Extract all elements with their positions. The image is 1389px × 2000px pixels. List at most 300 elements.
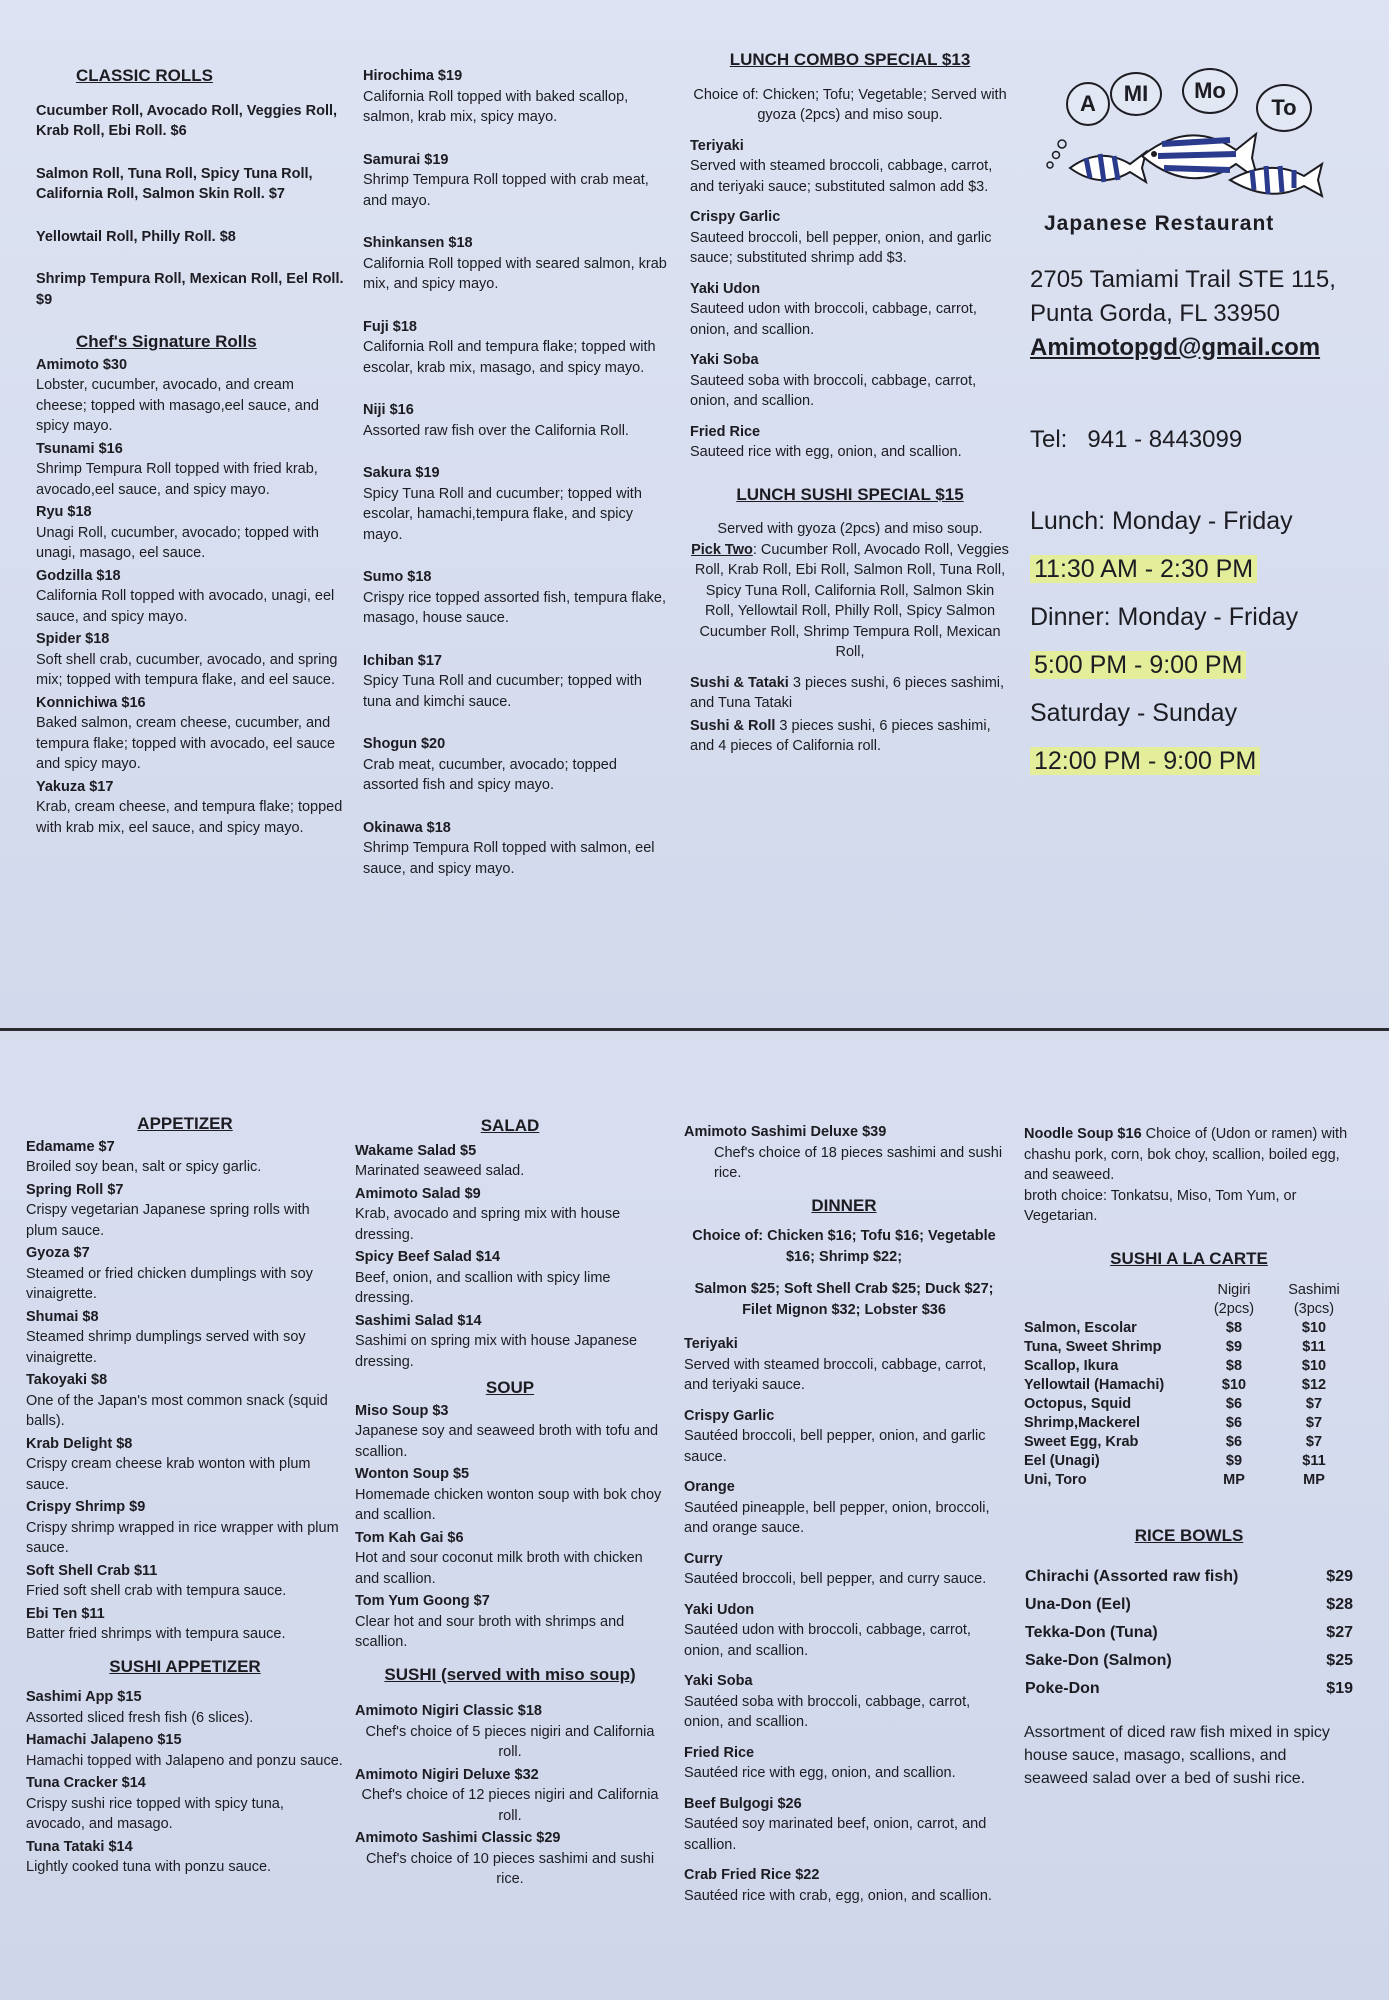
menu-item-desc: Sautéed soba with broccoli, cabbage, carrot, onion, and scallion.: [684, 1693, 971, 1730]
menu-item-name: Edamame $7: [26, 1138, 115, 1155]
sushi-item: [355, 1765, 665, 1827]
menu-item: [363, 400, 673, 441]
menu-item-desc: Sautéed pineapple, bell pepper, onion, broccoli, and orange sauce.: [684, 1499, 990, 1536]
alacarte-nigiri-price: $6: [1225, 1434, 1243, 1450]
hours-time: 12:00 PM - 9:00 PM: [1030, 747, 1260, 775]
menu-item-name: Samurai $19: [363, 151, 449, 168]
menu-item-name: Crispy Shrimp $9: [26, 1499, 146, 1515]
menu-item: [363, 567, 673, 629]
menu-item-desc: Served with steamed broccoli, cabbage, carrot, and teriyaki sauce; substituted salmon add $3.: [690, 158, 993, 195]
menu-item: [355, 1464, 665, 1526]
menu-item: [355, 1311, 665, 1373]
rice-bowl-price: $27: [1326, 1623, 1353, 1641]
lunch-sushi-item-name: Sushi & Tataki: [690, 674, 789, 691]
menu-item-name: Ichiban $17: [363, 652, 442, 669]
menu-item-desc: Crispy rice topped assorted fish, tempura flake, masago, house sauce.: [363, 589, 667, 626]
menu-item-desc: Marinated seaweed salad.: [355, 1163, 525, 1179]
alacarte-sashimi-price: $7: [1305, 1396, 1323, 1412]
menu-item-desc: Crispy vegetarian Japanese spring rolls with plum sauce.: [26, 1202, 310, 1239]
sushi-appetizer-list: [26, 1687, 344, 1878]
menu-item: [355, 1141, 665, 1182]
alacarte-item-name: Shrimp,Mackerel: [1024, 1415, 1141, 1431]
menu-item-name: Teriyaki: [690, 137, 744, 154]
menu-item-name: Tuna Tataki $14: [26, 1838, 133, 1855]
menu-item-desc: Unagi Roll, cucumber, avocado; topped with unagi, masago, eel sauce.: [36, 524, 319, 561]
menu-item-desc: Fried soft shell crab with tempura sauce.: [26, 1583, 287, 1599]
dinner-header: DINNER: [811, 1195, 877, 1215]
hours-time-line: [1030, 545, 1360, 593]
menu-item-desc: Sauteed soba with broccoli, cabbage, carrot, onion, and scallion.: [690, 372, 977, 409]
menu-item: [363, 734, 673, 796]
alacarte-sashimi-price: $11: [1302, 1453, 1326, 1469]
alacarte-column: [1024, 1124, 1354, 1790]
lunch-sushi-list: [690, 673, 1010, 757]
lunch-combo-intro: Choice of: Chicken; Tofu; Vegetable; Served with gyoza (2pcs) and miso soup.: [693, 86, 1007, 123]
logo-letter-mi: MI: [1110, 72, 1162, 116]
menu-item-desc: California Roll topped with avocado, unagi, eel sauce, and spicy mayo.: [36, 588, 335, 625]
alacarte-row: [1024, 1376, 1354, 1395]
menu-item-desc: Sauteed broccoli, bell pepper, onion, and garlic sauce; substituted shrimp add $3.: [690, 229, 992, 266]
menu-item-name: Yaki Soba: [684, 1673, 753, 1689]
sushi-item-name: Amimoto Nigiri Classic $18: [355, 1703, 542, 1719]
noodle-broth: broth choice: Tonkatsu, Miso, Tom Yum, or Vegetarian.: [1024, 1187, 1297, 1224]
menu-item-desc: Sautéed rice with crab, egg, onion, and scallion.: [684, 1887, 992, 1904]
lunch-combo-list: [690, 136, 1010, 463]
menu-item-desc: Shrimp Tempura Roll topped with fried krab, avocado,eel sauce, and spicy mayo.: [36, 461, 318, 498]
menu-item-name: Takoyaki $8: [26, 1372, 108, 1388]
sushi-item-desc: Chef's choice of 12 pieces nigiri and California roll.: [361, 1787, 659, 1824]
menu-item-name: Sashimi Salad $14: [355, 1312, 482, 1329]
page-fold-divider: [0, 1028, 1389, 1031]
alacarte-nigiri-price: $10: [1221, 1377, 1247, 1393]
menu-item-desc: Homemade chicken wonton soup with bok choy and scallion.: [355, 1486, 662, 1523]
menu-item-name: Curry: [684, 1550, 723, 1567]
rice-bowl-row: [1024, 1675, 1354, 1703]
appetizer-list: [26, 1137, 344, 1645]
menu-item: [26, 1180, 344, 1242]
menu-item-desc: Sashimi on spring mix with house Japanese dressing.: [355, 1333, 638, 1370]
sushi-item: [355, 1701, 665, 1763]
menu-item-name: Okinawa $18: [363, 819, 451, 836]
menu-item-name: Amimoto $30: [36, 356, 128, 373]
dinner-column: [684, 1122, 1004, 1916]
restaurant-email: Amimotopgd@gmail.com: [1030, 333, 1321, 361]
menu-item: [684, 1671, 1004, 1733]
menu-item-name: Hamachi Jalapeno $15: [26, 1732, 182, 1748]
menu-item: [26, 1687, 344, 1728]
classic-rolls-column: [36, 66, 346, 840]
menu-item-name: Crispy Garlic: [684, 1407, 775, 1424]
alacarte-nigiri-price: $6: [1225, 1396, 1243, 1412]
rice-bowl-price: $29: [1326, 1567, 1353, 1585]
menu-item: [363, 463, 673, 545]
lunch-sushi-item: [690, 716, 1010, 757]
tel-label: Tel:: [1030, 425, 1068, 453]
menu-item-desc: California Roll topped with baked scallop, salmon, krab mix, spicy mayo.: [363, 88, 629, 125]
menu-item: [355, 1184, 665, 1246]
rice-bowl-name: Sake-Don (Salmon): [1025, 1651, 1172, 1669]
menu-item-name: Tsunami $16: [36, 440, 123, 457]
menu-item-name: Fried Rice: [684, 1744, 755, 1761]
alacarte-item-name: Yellowtail (Hamachi): [1024, 1377, 1165, 1393]
menu-item: [684, 1334, 1004, 1396]
lunch-sushi-item-desc: 3 pieces sushi, 6 pieces sashimi, and Tuna Tataki: [690, 674, 1005, 711]
menu-item-name: Spider $18: [36, 631, 110, 647]
restaurant-phone: [1030, 423, 1360, 457]
menu-item-desc: Assorted raw fish over the California Roll.: [363, 422, 629, 439]
noodle-soup-name: Noodle Soup $16: [1024, 1126, 1142, 1142]
menu-item-desc: Beef, onion, and scallion with spicy lime dressing.: [355, 1269, 611, 1306]
menu-item-desc: Hamachi topped with Jalapeno and ponzu sauce.: [26, 1752, 343, 1769]
rice-bowl-name: Una-Don (Eel): [1025, 1595, 1131, 1613]
menu-item-name: Yaki Udon: [690, 280, 761, 297]
menu-item-desc: Spicy Tuna Roll and cucumber; topped with escolar, hamachi,tempura flake, and spicy mayo.: [363, 485, 642, 543]
menu-item-name: Spicy Beef Salad $14: [355, 1249, 501, 1265]
alacarte-row: [1024, 1319, 1354, 1338]
menu-item-desc: Sautéed broccoli, bell pepper, onion, and garlic sauce.: [684, 1428, 986, 1465]
alacarte-row: [1024, 1414, 1354, 1433]
alacarte-sashimi-price: $12: [1301, 1377, 1327, 1393]
alacarte-sashimi-price: $7: [1305, 1415, 1323, 1431]
sushi-list: [355, 1701, 665, 1890]
menu-item-desc: Assorted sliced fresh fish (6 slices).: [26, 1709, 254, 1726]
alacarte-sashimi-price: $10: [1301, 1320, 1327, 1336]
menu-item-desc: Sautéed broccoli, bell pepper, and curry sauce.: [684, 1571, 987, 1587]
menu-item-name: Crab Fried Rice $22: [684, 1867, 820, 1883]
restaurant-info-column: [1030, 60, 1360, 785]
menu-item-name: Ebi Ten $11: [26, 1605, 105, 1622]
menu-item-name: Fuji $18: [363, 318, 417, 335]
sushi-appetizer-header: SUSHI APPETIZER: [109, 1656, 261, 1676]
sushi-item-name: Amimoto Nigiri Deluxe $32: [355, 1766, 539, 1783]
menu-item: [36, 566, 346, 628]
dinner-choice: Choice of: Chicken $16; Tofu $16; Vegetable $16; Shrimp $22;: [692, 1228, 996, 1265]
alacarte-item-name: Tuna, Sweet Shrimp: [1024, 1339, 1162, 1355]
tel-number: 941 - 8443099: [1087, 425, 1243, 453]
chef-signature-list: [36, 355, 346, 839]
signature-rolls-list: [363, 66, 673, 879]
sushi-item-desc: Chef's choice of 10 pieces sashimi and sushi rice.: [365, 1850, 655, 1887]
menu-item-name: Wonton Soup $5: [355, 1466, 470, 1482]
menu-item: [684, 1794, 1004, 1856]
alacarte-item-name: Uni, Toro: [1024, 1472, 1087, 1488]
alacarte-item-name: Octopus, Squid: [1024, 1396, 1132, 1412]
alacarte-item-name: Scallop, Ikura: [1024, 1358, 1119, 1374]
rice-bowl-price: $28: [1326, 1595, 1353, 1613]
menu-item: [26, 1604, 344, 1645]
menu-item-desc: Crispy shrimp wrapped in rice wrapper with plum sauce.: [26, 1519, 339, 1556]
hours-label: Dinner: Monday - Friday: [1030, 602, 1299, 631]
menu-item-name: Tom Kah Gai $6: [355, 1529, 464, 1546]
menu-item-name: Shogun $20: [363, 736, 446, 752]
restaurant-address: 2705 Tamiami Trail STE 115, Punta Gorda, FL 33950: [1030, 265, 1336, 327]
hours-label: Saturday - Sunday: [1030, 698, 1238, 727]
menu-item: [36, 355, 346, 437]
lunch-sushi-intro: Served with gyoza (2pcs) and miso soup.: [717, 521, 983, 537]
menu-item-name: Tuna Cracker $14: [26, 1775, 146, 1791]
menu-item: [36, 439, 346, 501]
sushi-item: [355, 1828, 665, 1890]
menu-item-desc: Sauteed rice with egg, onion, and scallion.: [690, 444, 962, 460]
classic-roll-group: Shrimp Tempura Roll, Mexican Roll, Eel Roll. $9: [36, 271, 344, 308]
menu-item-desc: Shrimp Tempura Roll topped with salmon, eel sauce, and spicy mayo.: [363, 840, 655, 877]
menu-item: [26, 1243, 344, 1305]
menu-item-desc: California Roll and tempura flake; topped with escolar, krab mix, masago, and spicy mayo.: [363, 339, 656, 376]
menu-item-name: Shinkansen $18: [363, 235, 473, 251]
menu-item-name: Wakame Salad $5: [355, 1142, 477, 1159]
menu-item-name: Niji $16: [363, 402, 414, 418]
fish-logo-icon: [1030, 60, 1360, 210]
menu-item: [26, 1561, 344, 1602]
menu-item-desc: Lightly cooked tuna with ponzu sauce.: [26, 1859, 272, 1875]
menu-item-desc: Shrimp Tempura Roll topped with crab meat, and mayo.: [363, 172, 649, 209]
menu-item: [36, 629, 346, 691]
alacarte-row: [1024, 1471, 1354, 1490]
menu-item-desc: Steamed shrimp dumplings served with soy vinaigrette.: [26, 1329, 306, 1366]
lunch-sushi-header: LUNCH SUSHI SPECIAL $15: [736, 484, 964, 504]
rice-bowl-name: Tekka-Don (Tuna): [1025, 1623, 1158, 1641]
lunch-sushi-item-name: Sushi & Roll: [690, 717, 776, 734]
menu-item-name: Amimoto Salad $9: [355, 1185, 481, 1202]
nigiri-col-header: Nigiri (2pcs): [1213, 1282, 1255, 1317]
menu-item-desc: Baked salmon, cream cheese, cucumber, and tempura flake; topped with avocado, eel sauce and spicy mayo.: [36, 715, 336, 772]
menu-item: [690, 279, 1010, 341]
menu-item-name: Sashimi App $15: [26, 1689, 142, 1705]
menu-item: [684, 1549, 1004, 1590]
classic-rolls-list: [36, 101, 346, 311]
logo-letter-to: To: [1256, 84, 1312, 132]
alacarte-sashimi-price: MP: [1303, 1472, 1325, 1488]
menu-item-desc: Krab, cream cheese, and tempura flake; topped with krab mix, eel sauce, and spicy mayo.: [36, 799, 343, 836]
menu-item: [690, 136, 1010, 198]
classic-rolls-header: CLASSIC ROLLS: [76, 66, 213, 85]
sashimi-deluxe-name: Amimoto Sashimi Deluxe $39: [684, 1124, 887, 1140]
alacarte-nigiri-price: $9: [1225, 1339, 1243, 1355]
menu-item-desc: Japanese soy and seaweed broth with tofu and scallion.: [355, 1423, 659, 1460]
menu-item: [684, 1743, 1004, 1784]
alacarte-table: [1024, 1281, 1354, 1490]
menu-item: [355, 1247, 665, 1309]
menu-item-desc: Sautéed rice with egg, onion, and scallion.: [684, 1765, 956, 1781]
menu-item: [684, 1865, 1004, 1906]
menu-item: [26, 1730, 344, 1771]
menu-item-desc: Sautéed soy marinated beef, onion, carrot, and scallion.: [684, 1816, 987, 1853]
noodle-soup-desc: Choice of (Udon or ramen) with chashu pork, corn, bok choy, scallion, boiled egg, and seaweed.: [1024, 1126, 1348, 1183]
menu-item: [355, 1528, 665, 1590]
restaurant-type: Japanese Restaurant: [1044, 212, 1275, 235]
menu-item-name: Gyoza $7: [26, 1245, 90, 1261]
alacarte-item-name: Eel (Unagi): [1024, 1453, 1100, 1469]
menu-item-desc: California Roll topped with seared salmon, krab mix, and spicy mayo.: [363, 255, 667, 292]
menu-item-name: Yakuza $17: [36, 778, 114, 795]
alacarte-nigiri-price: MP: [1223, 1472, 1245, 1488]
hours-time: 5:00 PM - 9:00 PM: [1030, 651, 1246, 679]
rice-bowl-row: [1024, 1619, 1354, 1647]
menu-item: [36, 502, 346, 564]
alacarte-nigiri-price: $8: [1225, 1320, 1243, 1336]
soup-header: SOUP: [485, 1378, 535, 1397]
alacarte-row: [1024, 1357, 1354, 1376]
menu-item-desc: Hot and sour coconut milk broth with chicken and scallion.: [355, 1550, 643, 1587]
logo-letter-a: A: [1066, 82, 1110, 126]
soup-list: [355, 1401, 665, 1653]
menu-item: [26, 1307, 344, 1369]
sushi-header: SUSHI (served with miso soup): [384, 1664, 636, 1684]
sushi-item-name: Amimoto Sashimi Classic $29: [355, 1830, 561, 1846]
menu-item-name: Beef Bulgogi $26: [684, 1795, 802, 1812]
dinner-choice-premium: Salmon $25; Soft Shell Crab $25; Duck $27; Filet Mignon $32; Lobster $36: [694, 1281, 994, 1318]
menu-item-desc: Spicy Tuna Roll and cucumber; topped with tuna and kimchi sauce.: [363, 673, 642, 710]
rice-bowl-name: Chirachi (Assorted raw fish): [1025, 1567, 1239, 1585]
menu-item: [363, 150, 673, 212]
opening-hours: [1030, 497, 1360, 785]
alacarte-nigiri-price: $9: [1225, 1453, 1243, 1469]
lunch-sushi-item: [690, 673, 1010, 714]
rice-bowls-note: Assortment of diced raw fish mixed in spicy house sauce, masago, scallions, and seaweed salad over a bed of sushi rice.: [1024, 1723, 1330, 1787]
sashimi-deluxe-desc: Chef's choice of 18 pieces sashimi and sushi rice.: [714, 1144, 1003, 1181]
bottom-menu-panel: [0, 1040, 1389, 2000]
rice-bowl-name: Poke-Don: [1025, 1679, 1100, 1697]
classic-roll-group: Salmon Roll, Tuna Roll, Spicy Tuna Roll, California Roll, Salmon Skin Roll. $7: [36, 165, 313, 202]
alacarte-item-name: Salmon, Escolar: [1024, 1320, 1137, 1336]
sushi-item-desc: Chef's choice of 5 pieces nigiri and California roll.: [365, 1723, 655, 1760]
menu-item-name: Orange: [684, 1479, 735, 1495]
menu-item-desc: Krab, avocado and spring mix with house dressing.: [355, 1206, 621, 1243]
menu-item: [690, 422, 1010, 463]
pick-two-label: Pick Two: [691, 541, 753, 558]
menu-item-name: Miso Soup $3: [355, 1402, 449, 1419]
menu-item: [363, 317, 673, 379]
menu-item: [36, 777, 346, 839]
menu-item-name: Ryu $18: [36, 504, 92, 520]
dinner-list: [684, 1334, 1004, 1906]
pick-two-text: : Cucumber Roll, Avocado Roll, Veggies Roll, Krab Roll, Ebi Roll, Salmon Roll, Tuna Roll, Spicy Tuna Roll, California Roll, Salmon Skin Roll, Yellowtail Roll, Philly Roll, Spicy Salmon Cucumber Roll, Shrimp Tempura Roll, Mexican Roll,: [694, 541, 1009, 660]
menu-item: [355, 1591, 665, 1653]
menu-item: [26, 1497, 344, 1559]
menu-item-desc: Batter fried shrimps with tempura sauce.: [26, 1626, 286, 1642]
menu-item: [363, 818, 673, 880]
menu-item: [690, 207, 1010, 269]
menu-item: [684, 1477, 1004, 1539]
lunch-combo-header: LUNCH COMBO SPECIAL $13: [729, 50, 971, 69]
alacarte-header-row: [1024, 1281, 1354, 1319]
rice-bowl-price: $19: [1326, 1679, 1353, 1697]
hours-label: Lunch: Monday - Friday: [1030, 506, 1293, 535]
alacarte-row: [1024, 1395, 1354, 1414]
menu-item-name: Sumo $18: [363, 569, 432, 585]
hours-time-line: [1030, 641, 1360, 689]
menu-item-name: Sakura $19: [363, 465, 440, 481]
alacarte-sashimi-price: $11: [1302, 1339, 1326, 1355]
menu-item-desc: Crab meat, cucumber, avocado; topped assorted fish and spicy mayo.: [363, 756, 617, 793]
rice-bowl-row: [1024, 1591, 1354, 1619]
menu-item-desc: Crispy cream cheese krab wonton with plum sauce.: [26, 1456, 311, 1493]
menu-item: [684, 1406, 1004, 1468]
menu-item-name: Crispy Garlic: [690, 209, 781, 225]
menu-item-name: Krab Delight $8: [26, 1435, 133, 1452]
salad-list: [355, 1141, 665, 1373]
rice-bowl-row: [1024, 1647, 1354, 1675]
menu-item-desc: Soft shell crab, cucumber, avocado, and spring mix; topped with tempura flake, and eel sauce.: [36, 651, 338, 688]
menu-item: [36, 693, 346, 775]
menu-item: [26, 1837, 344, 1878]
logo-letter-mo: Mo: [1182, 68, 1238, 114]
menu-item-name: Shumai $8: [26, 1308, 99, 1325]
lunch-specials-column: [690, 50, 1010, 759]
salad-soup-sushi-column: [355, 1116, 665, 1892]
menu-item-name: Yaki Udon: [684, 1601, 755, 1618]
rice-bowl-price: $25: [1326, 1651, 1353, 1669]
menu-item-name: Teriyaki: [684, 1336, 738, 1352]
menu-item-desc: Broiled soy bean, salt or spicy garlic.: [26, 1159, 262, 1175]
appetizer-column: [26, 1114, 344, 1880]
classic-roll-group: Cucumber Roll, Avocado Roll, Veggies Roll, Krab Roll, Ebi Roll. $6: [36, 102, 338, 139]
lunch-sushi-pick: [690, 540, 1010, 663]
menu-item: [363, 233, 673, 295]
menu-item-name: Yaki Soba: [690, 352, 759, 368]
appetizer-header: APPETIZER: [137, 1114, 233, 1133]
restaurant-logo: [1030, 60, 1360, 210]
menu-item: [684, 1600, 1004, 1662]
hours-time: 11:30 AM - 2:30 PM: [1030, 555, 1257, 583]
menu-item: [26, 1137, 344, 1178]
menu-item-name: Tom Yum Goong $7: [355, 1593, 490, 1609]
sashimi-col-header: Sashimi (3pcs): [1288, 1282, 1340, 1317]
menu-item-name: Spring Roll $7: [26, 1181, 124, 1198]
menu-item-name: Soft Shell Crab $11: [26, 1562, 158, 1579]
menu-item-name: Hirochima $19: [363, 68, 463, 84]
alacarte-nigiri-price: $8: [1225, 1358, 1243, 1374]
menu-item-desc: Sautéed udon with broccoli, cabbage, carrot, onion, and scallion.: [684, 1622, 971, 1659]
alacarte-row: [1024, 1452, 1354, 1471]
rice-bowl-row: [1024, 1563, 1354, 1591]
menu-item-desc: One of the Japan's most common snack (squid balls).: [26, 1392, 328, 1429]
menu-item: [363, 651, 673, 713]
classic-roll-group: Yellowtail Roll, Philly Roll. $8: [36, 228, 236, 245]
alacarte-item-name: Sweet Egg, Krab: [1024, 1434, 1139, 1450]
menu-item: [26, 1434, 344, 1496]
menu-item: [355, 1401, 665, 1463]
menu-item: [363, 66, 673, 128]
menu-item-name: Godzilla $18: [36, 567, 121, 584]
menu-item: [690, 350, 1010, 412]
menu-item-desc: Steamed or fried chicken dumplings with soy vinaigrette.: [26, 1265, 313, 1302]
menu-item-name: Fried Rice: [690, 423, 761, 440]
noodle-soup: [1024, 1124, 1354, 1186]
menu-item-desc: Sauteed udon with broccoli, cabbage, carrot, onion, and scallion.: [690, 301, 977, 338]
menu-item: [26, 1773, 344, 1835]
menu-item-desc: Clear hot and sour broth with shrimps and scallion.: [355, 1613, 625, 1650]
alacarte-header: SUSHI A LA CARTE: [1110, 1248, 1268, 1268]
rice-bowls-header: RICE BOWLS: [1134, 1526, 1244, 1545]
salad-header: SALAD: [480, 1116, 540, 1135]
menu-item-desc: Served with steamed broccoli, cabbage, carrot, and teriyaki sauce.: [684, 1356, 987, 1393]
signature-rolls-column: [363, 66, 673, 901]
menu-item-desc: Lobster, cucumber, avocado, and cream cheese; topped with masago,eel sauce, and spicy mayo.: [36, 377, 319, 434]
alacarte-sashimi-price: $10: [1301, 1358, 1327, 1374]
chef-signature-header: Chef's Signature Rolls: [76, 332, 257, 351]
hours-time-line: [1030, 737, 1360, 785]
menu-item: [26, 1370, 344, 1432]
alacarte-sashimi-price: $7: [1305, 1434, 1323, 1450]
alacarte-nigiri-price: $6: [1225, 1415, 1243, 1431]
lunch-sushi-item-desc: 3 pieces sushi, 6 pieces sashimi, and 4 pieces of California roll.: [690, 717, 991, 754]
alacarte-row: [1024, 1338, 1354, 1357]
menu-item-name: Konnichiwa $16: [36, 694, 146, 711]
menu-item-desc: Crispy sushi rice topped with spicy tuna, avocado, and masago.: [26, 1795, 284, 1832]
rice-bowls-table: [1024, 1563, 1354, 1703]
alacarte-row: [1024, 1433, 1354, 1452]
